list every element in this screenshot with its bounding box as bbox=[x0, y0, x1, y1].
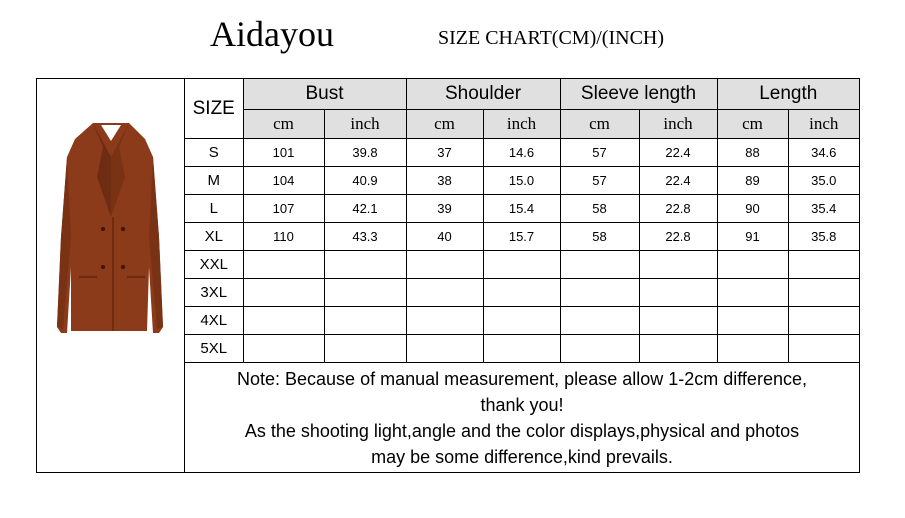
measurement-cell: 58 bbox=[560, 195, 639, 223]
measurement-cell: 39.8 bbox=[324, 139, 406, 167]
measurement-cell: 91 bbox=[717, 223, 788, 251]
measurement-cell: 40 bbox=[406, 223, 483, 251]
measurement-cell bbox=[243, 335, 324, 363]
note-line: As the shooting light,angle and the color displays,physical and photos bbox=[244, 421, 800, 441]
unit-header: inch bbox=[483, 110, 560, 139]
measurement-cell bbox=[717, 335, 788, 363]
measurement-cell bbox=[324, 279, 406, 307]
measurement-cell: 88 bbox=[717, 139, 788, 167]
size-label: XL bbox=[185, 223, 243, 251]
measurement-cell: 14.6 bbox=[483, 139, 560, 167]
table-row bbox=[185, 139, 859, 167]
size-label: XXL bbox=[185, 251, 243, 279]
measurement-cell bbox=[639, 307, 717, 335]
unit-header: cm bbox=[560, 110, 639, 139]
measurement-cell bbox=[324, 307, 406, 335]
size-column-header: SIZE bbox=[185, 79, 243, 139]
unit-header: inch bbox=[324, 110, 406, 139]
size-label: 4XL bbox=[185, 307, 243, 335]
product-photo-cell bbox=[37, 79, 185, 472]
measurement-cell bbox=[406, 279, 483, 307]
table-row bbox=[185, 307, 859, 335]
measurement-cell: 15.4 bbox=[483, 195, 560, 223]
size-label: 5XL bbox=[185, 335, 243, 363]
measurement-cell: 57 bbox=[560, 167, 639, 195]
size-chart-frame bbox=[36, 78, 860, 473]
measurement-cell: 22.4 bbox=[639, 167, 717, 195]
measurement-cell bbox=[483, 279, 560, 307]
note-cell bbox=[185, 363, 859, 474]
size-label: M bbox=[185, 167, 243, 195]
measurement-cell: 22.8 bbox=[639, 223, 717, 251]
measurement-cell: 104 bbox=[243, 167, 324, 195]
measurement-cell: 22.8 bbox=[639, 195, 717, 223]
measurement-cell bbox=[788, 251, 859, 279]
size-label: S bbox=[185, 139, 243, 167]
measurement-cell: 37 bbox=[406, 139, 483, 167]
unit-header: cm bbox=[717, 110, 788, 139]
note-line: may be some difference,kind prevails. bbox=[371, 447, 673, 467]
sleeve-length-header: Sleeve length bbox=[560, 79, 717, 110]
coat-image bbox=[41, 117, 181, 377]
table-row bbox=[185, 335, 859, 363]
measurement-cell: 90 bbox=[717, 195, 788, 223]
measurement-cell bbox=[560, 307, 639, 335]
note-line: thank you! bbox=[480, 395, 564, 415]
measurement-cell bbox=[243, 307, 324, 335]
measurement-cell: 58 bbox=[560, 223, 639, 251]
measurement-cell: 38 bbox=[406, 167, 483, 195]
unit-header: cm bbox=[243, 110, 324, 139]
measurement-cell: 40.9 bbox=[324, 167, 406, 195]
size-label: 3XL bbox=[185, 279, 243, 307]
measurement-cell: 35.4 bbox=[788, 195, 859, 223]
measurement-cell: 15.0 bbox=[483, 167, 560, 195]
size-table bbox=[185, 79, 859, 473]
measurement-cell bbox=[639, 251, 717, 279]
measurement-cell bbox=[639, 335, 717, 363]
measurement-cell bbox=[406, 335, 483, 363]
measurement-cell: 22.4 bbox=[639, 139, 717, 167]
measurement-cell bbox=[483, 307, 560, 335]
table-row bbox=[185, 167, 859, 195]
measurement-cell bbox=[243, 251, 324, 279]
size-rows bbox=[185, 139, 859, 363]
shoulder-header: Shoulder bbox=[406, 79, 560, 110]
measurement-cell: 101 bbox=[243, 139, 324, 167]
measurement-cell bbox=[717, 279, 788, 307]
measurement-cell bbox=[324, 251, 406, 279]
bust-header: Bust bbox=[243, 79, 406, 110]
size-label: L bbox=[185, 195, 243, 223]
measurement-cell: 39 bbox=[406, 195, 483, 223]
measurement-cell bbox=[788, 307, 859, 335]
measurement-cell: 35.8 bbox=[788, 223, 859, 251]
measurement-cell bbox=[560, 279, 639, 307]
measurement-cell bbox=[483, 335, 560, 363]
measurement-cell bbox=[324, 335, 406, 363]
table-row bbox=[185, 223, 859, 251]
unit-header: cm bbox=[406, 110, 483, 139]
size-chart-title: SIZE CHART(CM)/(INCH) bbox=[438, 27, 665, 49]
table-row bbox=[185, 251, 859, 279]
measurement-cell: 57 bbox=[560, 139, 639, 167]
measurement-cell: 43.3 bbox=[324, 223, 406, 251]
measurement-cell bbox=[560, 251, 639, 279]
brand-name: Aidayou bbox=[210, 14, 334, 54]
measurement-cell: 110 bbox=[243, 223, 324, 251]
measurement-cell: 107 bbox=[243, 195, 324, 223]
measurement-cell: 35.0 bbox=[788, 167, 859, 195]
unit-header: inch bbox=[788, 110, 859, 139]
measurement-cell bbox=[788, 279, 859, 307]
measurement-cell: 89 bbox=[717, 167, 788, 195]
measurement-cell bbox=[788, 335, 859, 363]
measurement-cell bbox=[483, 251, 560, 279]
measurement-cell bbox=[639, 279, 717, 307]
measurement-cell bbox=[717, 251, 788, 279]
measurement-cell bbox=[717, 307, 788, 335]
note-line: Note: Because of manual measurement, please allow 1-2cm difference, bbox=[237, 369, 807, 389]
measurement-cell: 34.6 bbox=[788, 139, 859, 167]
table-row bbox=[185, 195, 859, 223]
table-row bbox=[185, 279, 859, 307]
length-header: Length bbox=[717, 79, 859, 110]
measurement-cell: 15.7 bbox=[483, 223, 560, 251]
measurement-cell bbox=[560, 335, 639, 363]
measurement-cell bbox=[406, 251, 483, 279]
unit-header: inch bbox=[639, 110, 717, 139]
measurement-cell bbox=[406, 307, 483, 335]
measurement-cell bbox=[243, 279, 324, 307]
measurement-cell: 42.1 bbox=[324, 195, 406, 223]
